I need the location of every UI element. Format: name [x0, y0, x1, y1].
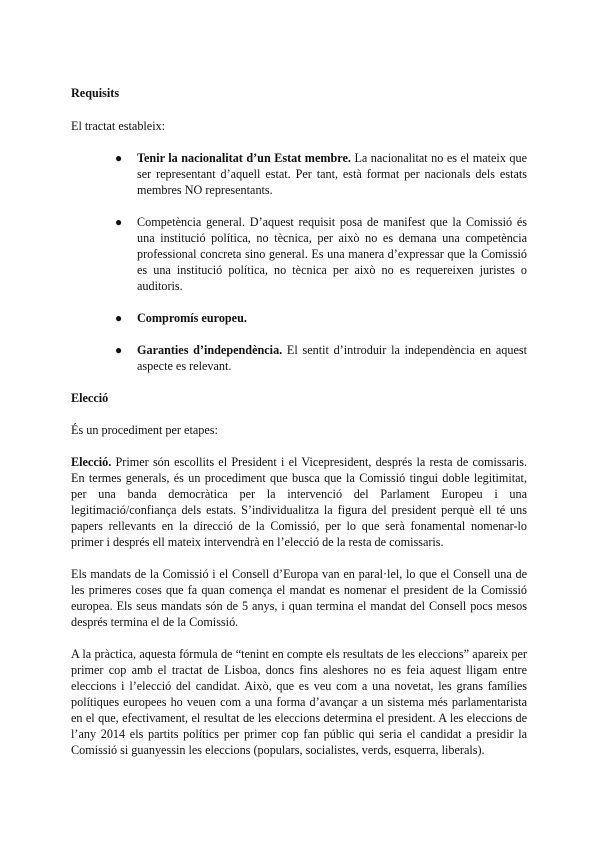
requisits-list [71, 214, 527, 294]
paragraph-eleccio [71, 454, 527, 550]
requisits-list [71, 342, 527, 374]
item-bold: Tenir la nacionalitat d’un Estat membre. [137, 151, 351, 165]
paragraph-mandats: Els mandats de la Comissió i el Consell d’Europa van en paral·lel, lo que el Consell una de les primeres coses que fa quan comença el mandat es nomenar el president de la Comissió europea. Els seus mandats són de 5 anys, i quan termina el mandat del Consell pocs mesos després termina el de la Comissió. [71, 567, 527, 629]
bullet-icon: ● [115, 151, 123, 165]
item-bold: Garanties d’independència. [137, 343, 283, 357]
list-item [71, 214, 527, 294]
paragraph-text: Primer són escollits el President i el Vicepresident, després la resta de comissaris. En termes generals, és un procediment que busca que la Comissió tingui doble legitimitat, per una banda democràtica per la intervenció del Parlament Europeu i una legitimació/confiança dels estats. S’individualitza la figura del president perquè ell té uns papers rellevants en la direcció de la Comissió, per lo que serà fonamental nomenar-lo primer i després ell mateix intervendrà en l’elecció de la resta de comissaris. [71, 455, 527, 549]
heading-eleccio: Elecció [71, 391, 109, 405]
requisits-intro: El tractat estableix: [71, 119, 166, 133]
requisits-list [71, 150, 527, 198]
list-item [71, 342, 527, 374]
list-item [71, 310, 527, 326]
bullet-icon: ● [115, 311, 123, 325]
paragraph-bold: Elecció. [71, 455, 112, 469]
bullet-icon: ● [115, 343, 123, 357]
item-text: El sentit d’introduir la independència en aquest aspecte es relevant. [137, 343, 527, 373]
bullet-icon: ● [115, 215, 123, 229]
list-item [71, 150, 527, 198]
item-text: Competència general. D’aquest requisit posa de manifest que la Comissió és una institució política, no tècnica, per això no es demana una competència professional concreta sino general. Es una manera d’expressar que la Comissió es una institució política, no tècnica per això no es requereixen juristes o auditoris. [137, 215, 527, 293]
item-bold: Compromís europeu. [137, 311, 247, 325]
requisits-list [71, 310, 527, 326]
eleccio-intro: És un procediment per etapes: [71, 423, 218, 437]
item-text: La nacionalitat no es el mateix que ser representant d’aquell estat. Per tant, està format per nacionals dels estats membres NO representants. [137, 151, 527, 197]
paragraph-practica: A la pràctica, aquesta fórmula de “tenint en compte els resultats de les eleccions” apareix per primer cop amb el tractat de Lisboa, doncs fins aleshores no es feia aquest lligam entre eleccions i l’elecció del candidat. Això, que es veu com a una novetat, les grans famílies polítiques europees ho veuen com a una forma d’avançar a un sistema més parlamentarista en el que, efectivament, el resultat de les eleccions determina el president. A les eleccions de l’any 2014 els partits polítics per primer cop fan públic qui seria el candidat a presidir la Comissió si guanyessin les eleccions (populars, socialistes, verds, esquerra, liberals). [71, 647, 527, 757]
heading-requisits: Requisits [71, 86, 120, 100]
